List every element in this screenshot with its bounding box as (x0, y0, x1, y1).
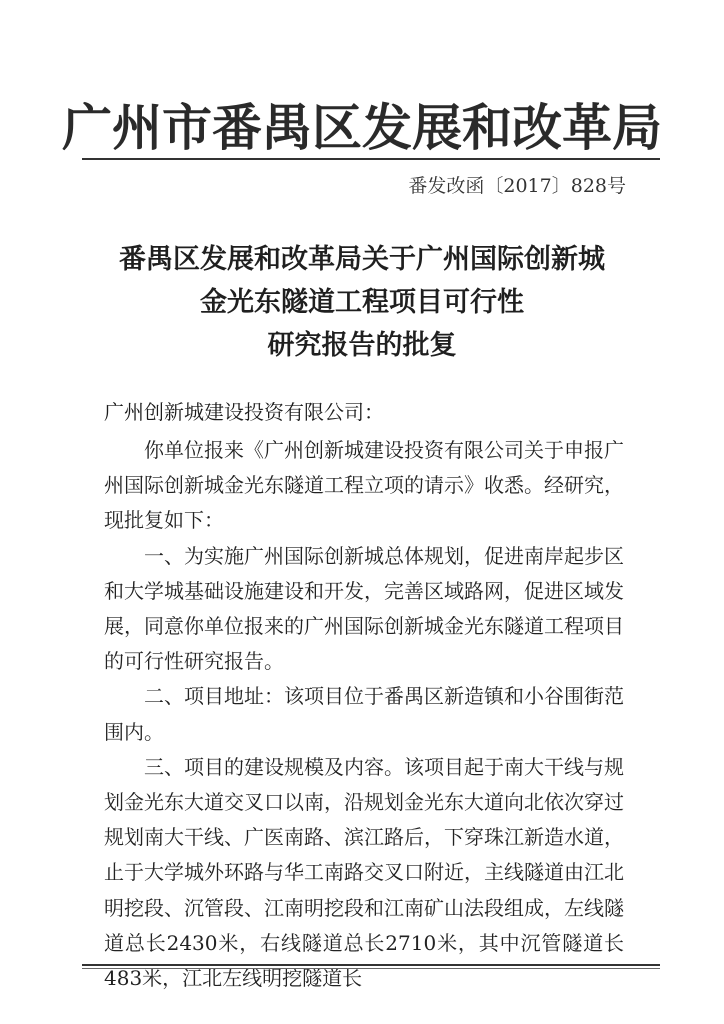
document-number: 番发改函〔2017〕828号 (408, 175, 626, 197)
document-title (0, 238, 724, 367)
recipient: 广州创新城建设投资有限公司： (104, 400, 384, 424)
footer-rule (82, 964, 660, 966)
footer-rule-thin (82, 968, 660, 969)
body-text (104, 433, 624, 996)
paragraph-location: 二、项目地址：该项目位于番禺区新造镇和小谷围街范围内。 (104, 684, 624, 744)
paragraph-approval: 一、为实施广州国际创新城总体规划，促进南岸起步区和大学城基础设施建设和开发，完善区域路网，促进区域发展，同意你单位报来的广州国际创新城金光东隧道工程项目的可行性研究报告。 (104, 543, 624, 674)
paragraph-intro: 你单位报来《广州创新城建设投资有限公司关于申报广州国际创新城金光东隧道工程立项的请示》收悉。经研究，现批复如下： (104, 438, 624, 533)
letterhead-rule (82, 158, 660, 160)
letterhead-title: 广州市番禺区发展和改革局 (62, 98, 662, 157)
document-title-line-3: 研究报告的批复 (267, 330, 457, 361)
document-title-line-2: 金光东隧道工程项目可行性 (200, 287, 524, 318)
document-title-line-1: 番禺区发展和改革局关于广州国际创新城 (119, 244, 605, 275)
paragraph-scope: 三、项目的建设规模及内容。该项目起于南大干线与规划金光东大道交叉口以南，沿规划金光东大道向北依次穿过规划南大干线、广医南路、滨江路后，下穿珠江新造水道，止于大学城外环路与华工南路交叉口附近，主线隧道由江北明挖段、沉管段、江南明挖段和江南矿山法段组成，左线隧道总长2430米，右线隧道总长2710米，其中沉管隧道长483米，江北左线明挖隧道长 (104, 754, 624, 991)
